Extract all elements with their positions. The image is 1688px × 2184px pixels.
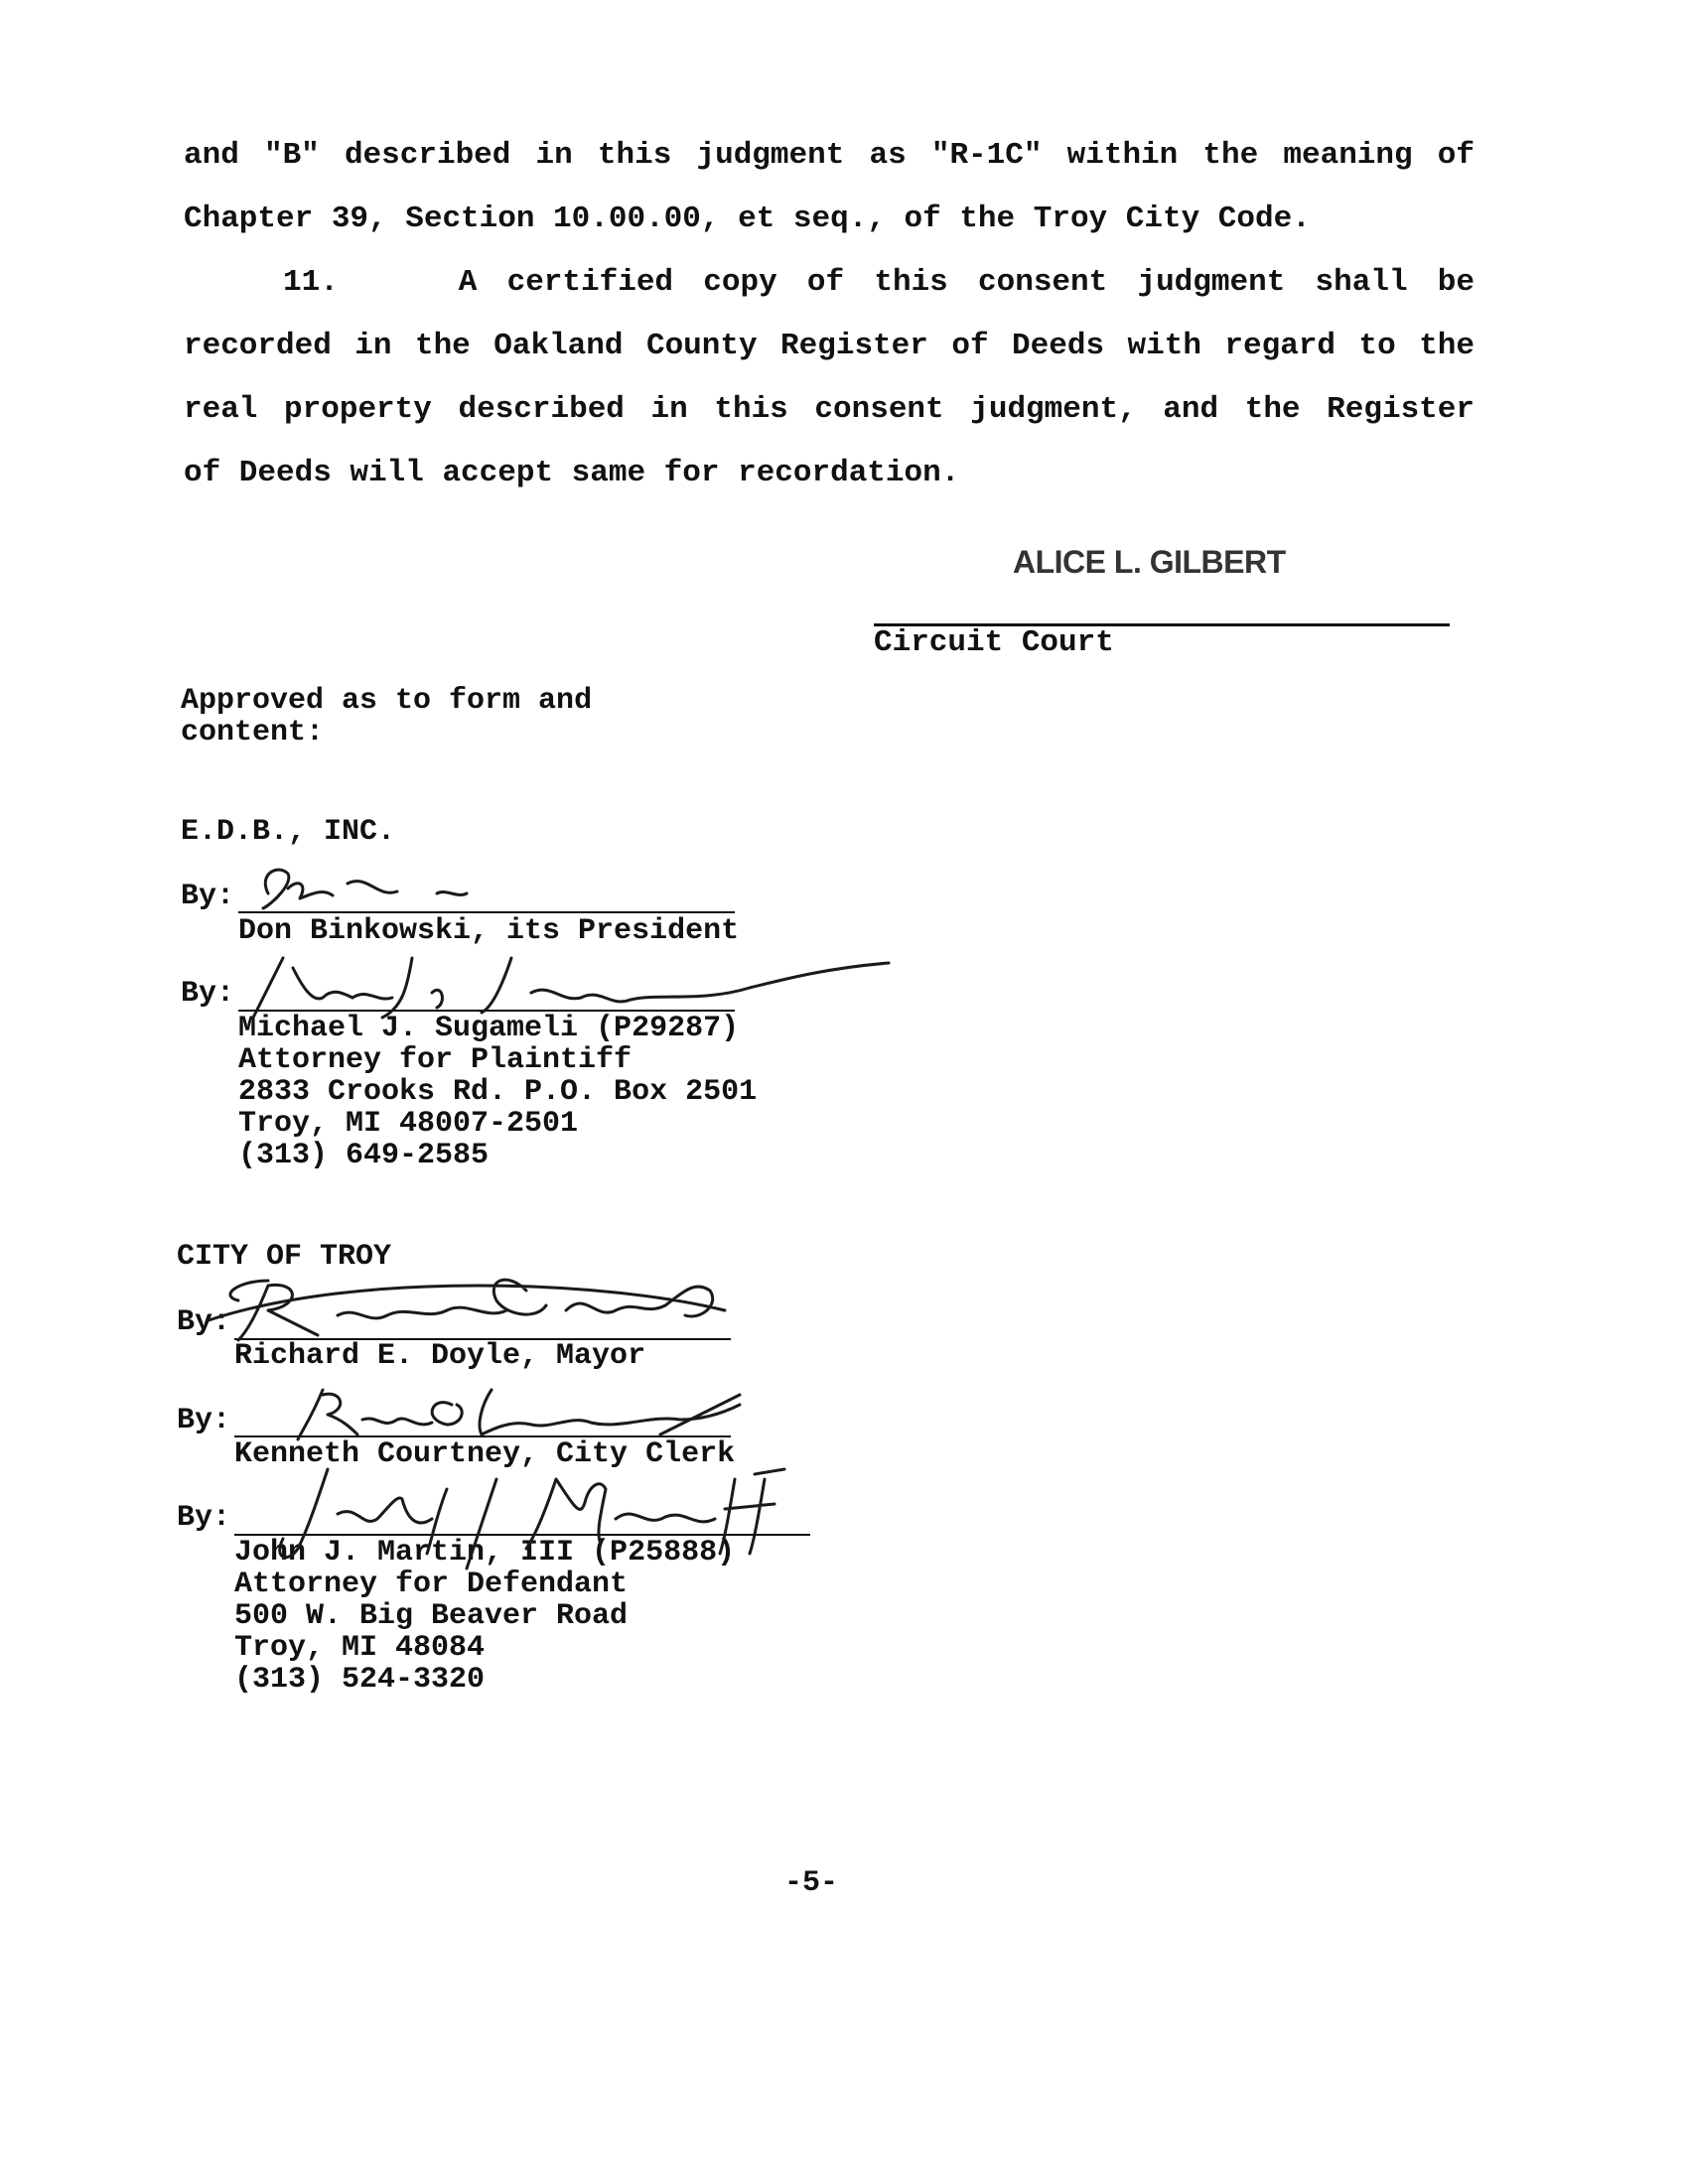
plaintiff-role: Attorney for Plaintiff xyxy=(238,1043,633,1077)
body-line: A certified copy of this consent judgment shall be xyxy=(458,265,1475,300)
by-label: By: xyxy=(177,1305,231,1339)
plaintiff-entity: E.D.B., INC. xyxy=(181,815,396,849)
defendant-phone: (313) 524-3320 xyxy=(234,1663,486,1697)
paragraph-number: 11. xyxy=(283,265,339,300)
plaintiff-attorney-block xyxy=(238,1013,757,1171)
body-line: recorded in the Oakland County Register of Deeds with regard to the xyxy=(184,329,1475,363)
plaintiff-phone: (313) 649-2585 xyxy=(238,1139,490,1172)
plaintiff-address-1: 2833 Crooks Rd. P.O. Box 2501 xyxy=(238,1075,758,1109)
paragraph-11 xyxy=(184,251,1475,505)
handwritten-signature-binkowski xyxy=(238,854,695,923)
defendant-address-1: 500 W. Big Beaver Road xyxy=(234,1599,629,1633)
handwritten-signature-courtney xyxy=(283,1375,760,1444)
plaintiff-address-2: Troy, MI 48007-2501 xyxy=(238,1107,579,1141)
handwritten-signature-sugameli xyxy=(233,948,909,1027)
approval-line: Approved as to form and xyxy=(181,684,593,718)
handwritten-signature-martin xyxy=(268,1459,824,1578)
paragraph-10-continuation xyxy=(184,124,1475,251)
defendant-entity: CITY OF TROY xyxy=(177,1240,392,1274)
by-label: By: xyxy=(177,1501,231,1535)
defendant-signer-2: Kenneth Courtney, City Clerk xyxy=(234,1437,736,1471)
body-line: of Deeds will accept same for recordation. xyxy=(184,456,960,490)
plaintiff-signer-1: Don Binkowski, its President xyxy=(238,914,740,948)
by-label: By: xyxy=(177,1404,231,1437)
by-label: By: xyxy=(181,880,235,913)
approval-line: content: xyxy=(181,716,325,750)
handwritten-signature-doyle xyxy=(209,1261,725,1355)
defendant-role: Attorney for Defendant xyxy=(234,1568,629,1601)
body-line: and "B" described in this judgment as "R-1C" within the meaning of xyxy=(184,138,1475,173)
judge-name-stamp: ALICE L. GILBERT xyxy=(1013,544,1286,580)
defendant-signer-1: Richard E. Doyle, Mayor xyxy=(234,1339,646,1373)
defendant-signer-3: John J. Martin, III (P25888) xyxy=(234,1536,736,1570)
plaintiff-signer-2: Michael J. Sugameli (P29287) xyxy=(238,1012,740,1045)
page-number: -5- xyxy=(784,1866,839,1900)
defendant-address-2: Troy, MI 48084 xyxy=(234,1631,486,1665)
judge-title: Circuit Court xyxy=(874,625,1114,660)
body-line: Chapter 39, Section 10.00.00, et seq., of the Troy City Code. xyxy=(184,202,1311,236)
body-line: real property described in this consent judgment, and the Register xyxy=(184,392,1475,427)
paragraph-11-first-line xyxy=(184,251,1475,315)
approval-heading xyxy=(181,685,592,749)
by-label: By: xyxy=(181,977,235,1011)
